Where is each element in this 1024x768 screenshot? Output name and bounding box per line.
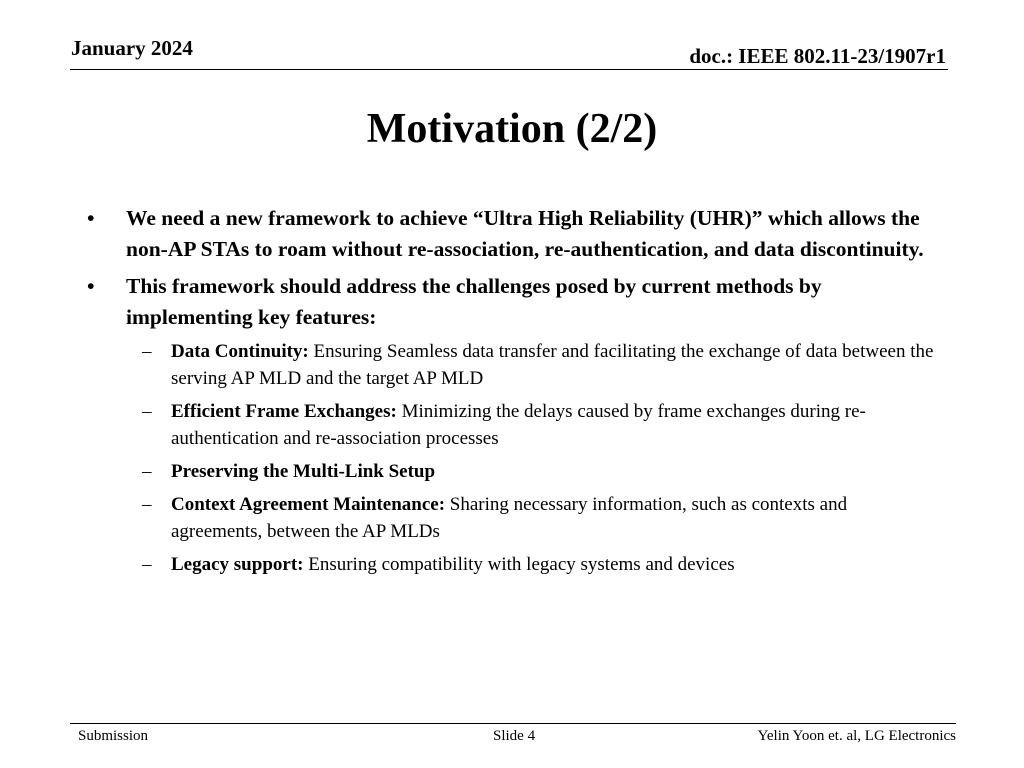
sub-bullet-item <box>80 338 940 392</box>
sub-bullet-text: Minimizing the delays caused by frame exchanges during re-authentication and re-association processes <box>171 401 866 449</box>
footer-submission: Submission <box>78 728 149 744</box>
dash-marker: – <box>142 554 152 575</box>
sub-bullet-item <box>80 491 940 545</box>
header-doc-id: doc.: IEEE 802.11-23/1907r1 <box>689 44 946 68</box>
sub-bullet-label: Efficient Frame Exchanges: <box>171 401 397 422</box>
slide-title: Motivation (2/2) <box>366 106 658 152</box>
sub-bullet-label: Data Continuity: <box>171 341 309 362</box>
bullet-item <box>80 271 940 333</box>
header-date: January 2024 <box>71 36 193 60</box>
sub-bullet-item <box>80 458 940 485</box>
sub-bullet-label: Preserving the Multi-Link Setup <box>171 461 436 482</box>
bullet-text: This framework should address the challenges posed by current methods by implementing key features: <box>126 274 822 329</box>
footer-slide-number: Slide 4 <box>493 728 536 744</box>
sub-bullet-label: Context Agreement Maintenance: <box>171 494 446 515</box>
dash-marker: – <box>142 494 152 515</box>
sub-bullet-text: Ensuring compatibility with legacy systems and devices <box>303 554 735 575</box>
sub-bullet-label: Legacy support: <box>171 554 304 575</box>
bullet-marker: • <box>87 274 95 298</box>
footer-divider <box>70 723 956 724</box>
sub-bullet-list <box>80 338 940 578</box>
sub-bullet-text: Ensuring Seamless data transfer and facilitating the exchange of data between the serving AP MLD and the target AP MLD <box>171 341 934 389</box>
sub-bullet-text: Sharing necessary information, such as contexts and agreements, between the AP MLDs <box>171 494 848 542</box>
sub-bullet-item <box>80 398 940 452</box>
bullet-marker: • <box>87 206 95 230</box>
bullet-text: We need a new framework to achieve “Ultra High Reliability (UHR)” which allows the non-AP STAs to roam without re-association, re-authentication, and data discontinuity. <box>126 206 924 261</box>
slide-body <box>80 203 940 584</box>
header-divider <box>70 69 948 70</box>
bullet-item <box>80 203 940 265</box>
footer-authors: Yelin Yoon et. al, LG Electronics <box>757 728 956 744</box>
dash-marker: – <box>142 461 152 482</box>
dash-marker: – <box>142 401 152 422</box>
sub-bullet-item <box>80 551 940 578</box>
dash-marker: – <box>142 341 152 362</box>
